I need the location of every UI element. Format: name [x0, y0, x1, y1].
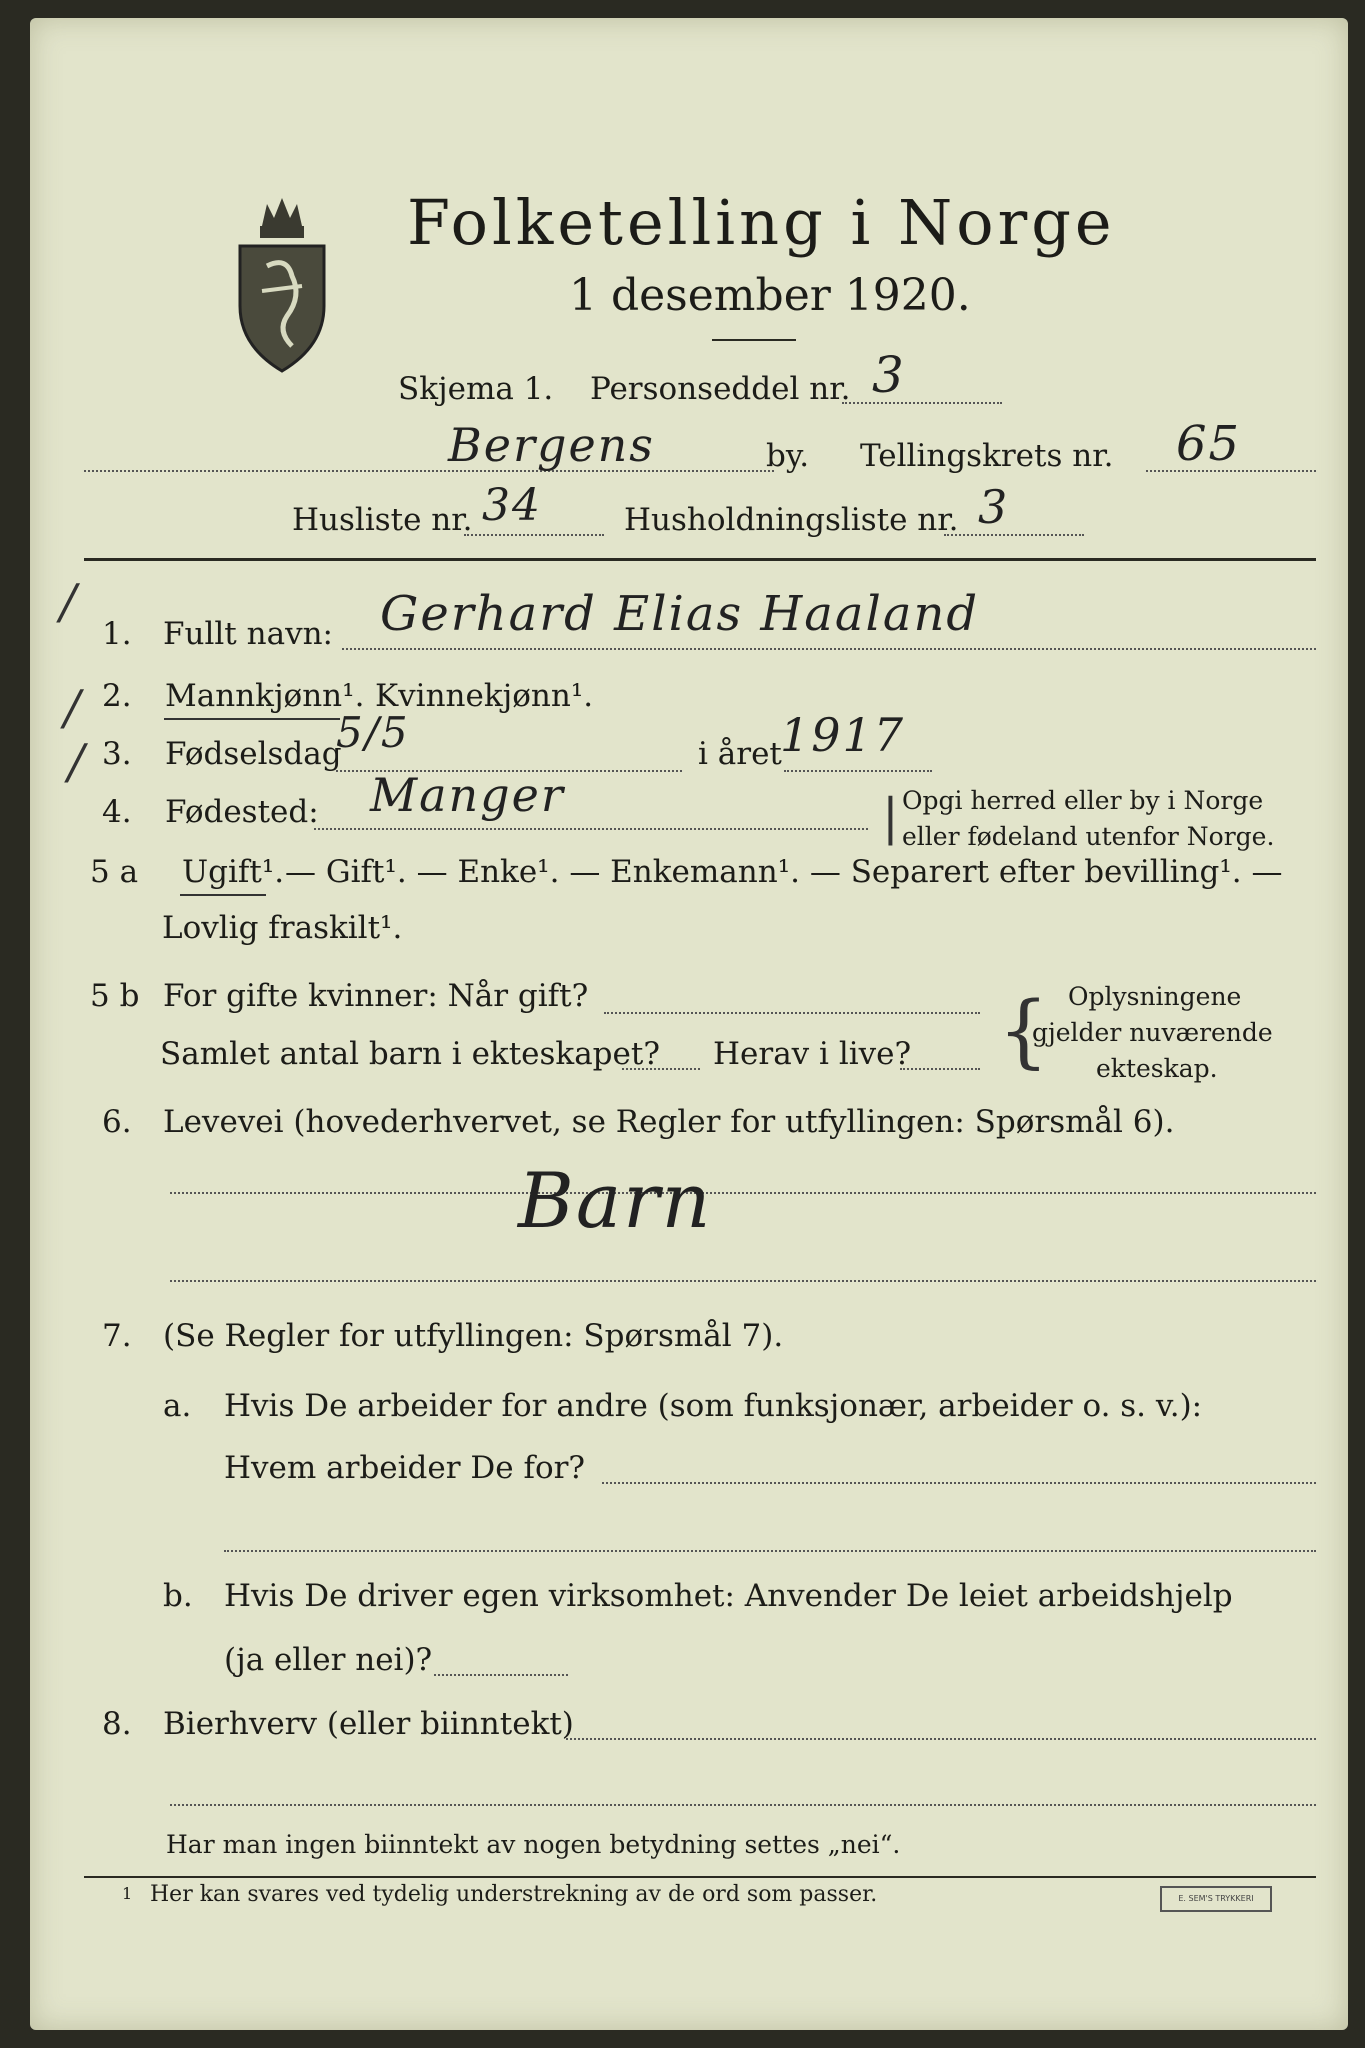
husholdning-label: Husholdningsliste nr.	[624, 502, 959, 538]
q5a-line2: Lovlig fraskilt¹.	[162, 910, 403, 946]
q8-number: 8.	[102, 1706, 132, 1742]
q7a-line-2: Hvem arbeider De for?	[224, 1450, 586, 1486]
q5b-line-1	[604, 1012, 980, 1014]
q5b-note-3: ekteskap.	[1096, 1054, 1218, 1083]
q5b-note-1: Oplysningene	[1068, 982, 1242, 1011]
q1-line	[342, 648, 1316, 650]
q7b-answer-line	[434, 1674, 568, 1676]
q4-number: 4.	[102, 794, 132, 830]
q5b-label-1: For gifte kvinner: Når gift?	[163, 978, 589, 1014]
title-divider	[712, 339, 796, 341]
q4-line	[314, 828, 868, 830]
footnote-text: Her kan svares ved tydelig understrekning av de ord som passer.	[150, 1882, 878, 1907]
q6-label: Levevei (hovederhvervet, se Regler for utfyllingen: Spørsmål 6).	[163, 1104, 1175, 1140]
q7a-answer-line-2	[224, 1550, 1316, 1552]
q7-label: (Se Regler for utfyllingen: Spørsmål 7).	[163, 1318, 784, 1354]
q6-line-2	[170, 1280, 1316, 1282]
q4-label: Fødested:	[165, 794, 319, 830]
footer-divider	[84, 1876, 1316, 1878]
q1-number: 1.	[102, 616, 132, 652]
q7a-answer-line-1	[602, 1482, 1316, 1484]
personseddel-line	[842, 402, 1002, 404]
q3-number: 3.	[102, 736, 132, 772]
husliste-label: Husliste nr.	[292, 502, 473, 538]
personseddel-value: 3	[872, 346, 906, 404]
q5b-number: 5 b	[90, 978, 140, 1014]
q2-male: Mannkjønn¹.	[165, 678, 365, 714]
q8-line-2	[170, 1804, 1316, 1806]
q7b-line-2: (ja eller nei)?	[224, 1642, 433, 1678]
q5a-number: 5 a	[90, 854, 139, 890]
q7a-line-1: Hvis De arbeider for andre (som funksjonær, arbeider o. s. v.):	[224, 1388, 1203, 1424]
q1-label: Fullt navn:	[163, 616, 333, 652]
q8-label: Bierhverv (eller biinntekt)	[163, 1706, 574, 1742]
checkmark-4: /	[68, 734, 85, 790]
skjema-label: Skjema 1.	[398, 371, 554, 407]
husliste-line	[464, 534, 604, 536]
q2-male-underline	[164, 718, 340, 720]
q8-line-1	[566, 1738, 1316, 1740]
q3-label: Fødselsdag	[165, 736, 342, 772]
q5a-ugift-underline	[180, 894, 266, 896]
printer-stamp	[1160, 1886, 1272, 1912]
city-line-left	[84, 470, 774, 472]
q6-value: Barn	[518, 1156, 713, 1245]
q7b-number: b.	[163, 1578, 193, 1614]
q4-note-bracket: |	[882, 788, 899, 846]
q6-number: 6.	[102, 1104, 132, 1140]
q2-female: Kvinnekjønn¹.	[375, 678, 594, 714]
tellingskrets-label: Tellingskrets nr.	[860, 438, 1114, 474]
coat-of-arms-icon	[232, 196, 332, 376]
checkmark-1: /	[60, 574, 77, 630]
q4-value: Manger	[370, 768, 565, 822]
q3-year-line	[784, 770, 932, 772]
form-date: 1 desember 1920.	[569, 270, 971, 321]
footnote-mark: 1	[122, 1884, 133, 1903]
q3-year-value: 1917	[780, 708, 906, 762]
census-form	[30, 18, 1348, 2030]
city-value: Bergens	[448, 418, 655, 472]
by-label: by.	[766, 438, 810, 474]
q6-line-1	[170, 1192, 1316, 1194]
q4-note-2: eller fødeland utenfor Norge.	[902, 822, 1275, 851]
q3-day-value: 5/5	[336, 708, 410, 757]
biinntekt-note: Har man ingen biinntekt av nogen betydning settes „nei“.	[166, 1830, 901, 1859]
q1-value: Gerhard Elias Haaland	[380, 586, 980, 642]
form-title: Folketelling i Norge	[407, 186, 1116, 259]
q3-year-label: i året	[698, 736, 782, 772]
q7a-number: a.	[163, 1388, 192, 1424]
q4-note-1: Opgi herred eller by i Norge	[902, 786, 1264, 815]
q7b-line-1: Hvis De driver egen virksomhet: Anvender De leiet arbeidshjelp	[224, 1578, 1233, 1614]
husliste-value: 34	[482, 480, 542, 531]
q5b-line-3	[900, 1068, 980, 1070]
header-divider	[84, 558, 1316, 561]
printer-stamp-text: E. SEM'S TRYKKERI	[1178, 1894, 1254, 1903]
q5b-line-2	[622, 1068, 700, 1070]
personseddel-label: Personseddel nr.	[590, 371, 851, 407]
q5b-note-bracket: {	[998, 984, 1049, 1077]
q5a-ugift: Ugift¹.	[182, 854, 285, 890]
husholdning-value: 3	[978, 480, 1010, 534]
tellingskrets-value: 65	[1176, 416, 1242, 472]
q5b-label-3: Herav i live?	[713, 1036, 912, 1072]
q5b-label-2: Samlet antal barn i ekteskapet?	[160, 1036, 660, 1072]
q5a-options: — Gift¹. — Enke¹. — Enkemann¹. — Separert efter bevilling¹. —	[285, 854, 1283, 890]
q7-number: 7.	[102, 1318, 132, 1354]
q2-number: 2.	[102, 678, 132, 714]
checkmark-3: /	[64, 680, 81, 736]
husholdning-line	[944, 534, 1084, 536]
q5b-note-2: gjelder nuværende	[1032, 1018, 1273, 1047]
